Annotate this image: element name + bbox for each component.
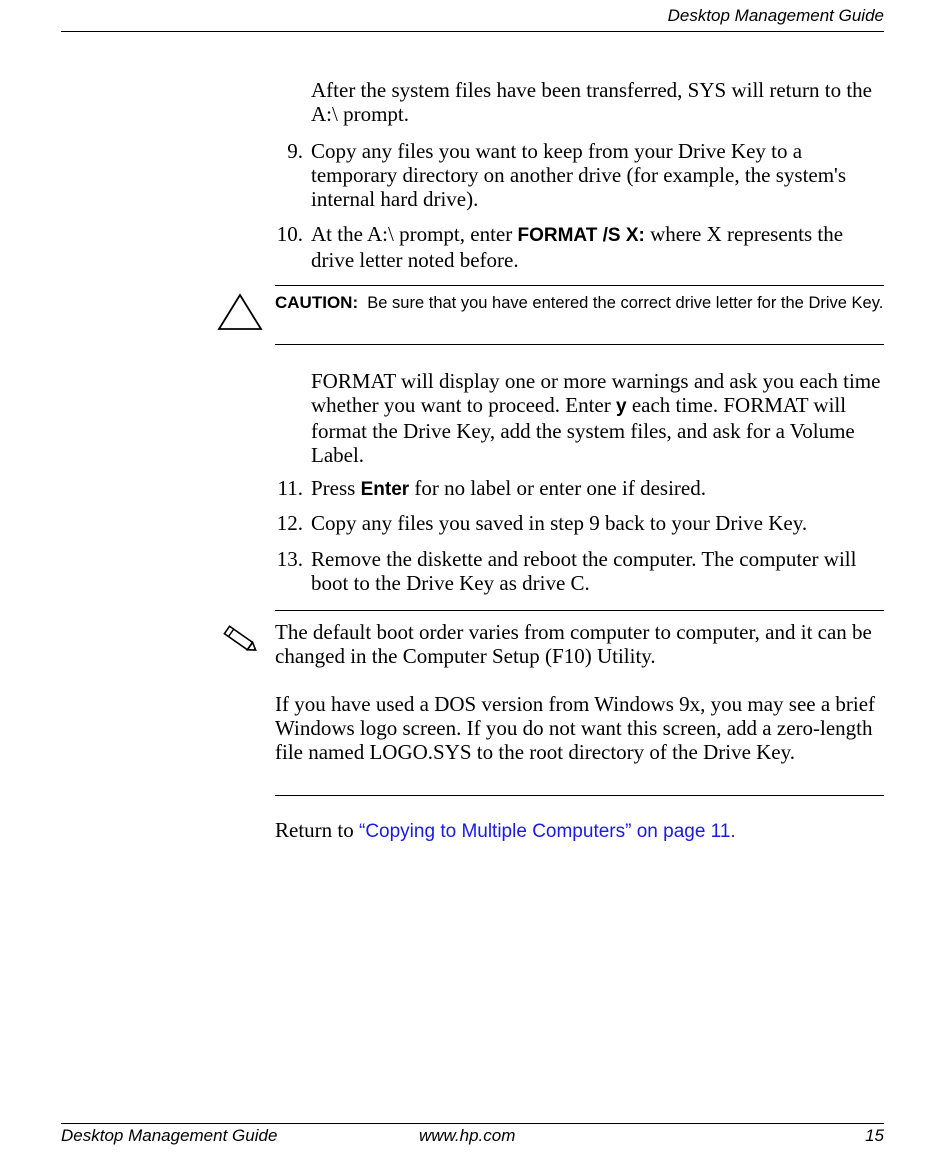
step-text-pre: At the A:\ prompt, enter xyxy=(311,222,518,246)
step-text-post: for no label or enter one if desired. xyxy=(409,476,706,500)
header-rule xyxy=(61,31,884,32)
return-text: Return to xyxy=(275,818,359,842)
copying-link[interactable]: “Copying to Multiple Computers” on page 11. xyxy=(359,821,736,842)
step-text: Copy any files you saved in step 9 back to your Drive Key. xyxy=(311,511,808,535)
step-text xyxy=(311,476,886,502)
note-paragraph-2: If you have used a DOS version from Windows 9x, you may see a brief Windows logo screen. If you do not want this screen, add a zero-length file named LOGO.SYS to the root directory of the Drive Key. xyxy=(275,692,876,764)
running-header: Desktop Management Guide xyxy=(667,6,884,25)
caution-box xyxy=(275,291,885,315)
step-text xyxy=(311,222,886,272)
caution-label: CAUTION: xyxy=(275,293,359,312)
key-enter: Enter xyxy=(360,479,410,500)
format-command: FORMAT /S X: xyxy=(517,225,645,246)
note-bottom-rule xyxy=(275,795,884,796)
format-text-pre: FORMAT will display one or more warnings and ask you each time whether you want to proceed. Enter xyxy=(311,369,881,417)
note-top-rule xyxy=(275,610,884,611)
step-number: 9. xyxy=(287,139,303,163)
footer-title: Desktop Management Guide xyxy=(61,1126,278,1145)
caution-top-rule xyxy=(275,285,884,286)
key-y: y xyxy=(615,396,627,417)
step-number: 11. xyxy=(277,476,303,500)
note-paragraph-1: The default boot order varies from computer to computer, and it can be changed in the Computer Setup (F10) Utility. xyxy=(275,620,872,668)
step-text: Remove the diskette and reboot the computer. The computer will boot to the Drive Key as drive C. xyxy=(311,547,857,595)
caution-bottom-rule xyxy=(275,344,884,345)
step-number: 12. xyxy=(276,511,303,535)
caution-message: Be sure that you have entered the correct drive letter for the Drive Key. xyxy=(367,294,884,312)
footer-rule xyxy=(61,1123,884,1124)
caution-triangle-icon xyxy=(217,293,263,331)
step-text-post: where X represents the drive letter noted before. xyxy=(311,222,844,272)
step-text: Copy any files you want to keep from your Drive Key to a temporary directory on another drive (for example, the system's internal hard drive). xyxy=(311,139,847,211)
pencil-note-icon xyxy=(218,622,260,656)
format-paragraph xyxy=(311,369,886,467)
step-text-pre: Press xyxy=(311,476,361,500)
format-text-post: each time. FORMAT will format the Drive Key, add the system files, and ask for a Volume Label. xyxy=(311,393,855,467)
step-number: 10. xyxy=(276,222,303,246)
step-number: 13. xyxy=(276,547,303,571)
intro-paragraph: After the system files have been transferred, SYS will return to the A:\ prompt. xyxy=(311,78,873,126)
page-number: 15 xyxy=(865,1126,884,1145)
footer-url: www.hp.com xyxy=(419,1126,516,1145)
return-line xyxy=(275,818,885,844)
